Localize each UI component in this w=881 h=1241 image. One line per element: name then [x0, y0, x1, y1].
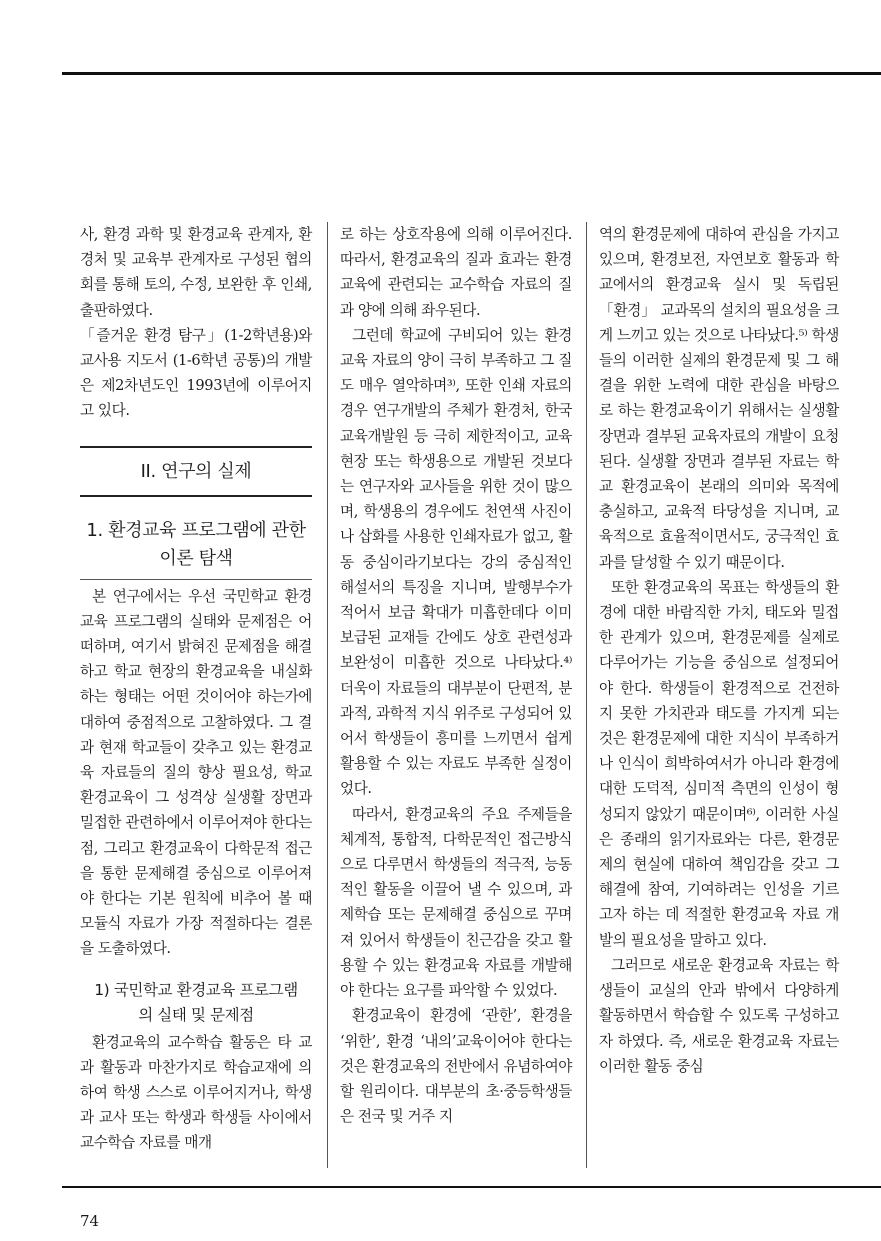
subsubsection-heading-line-2: 의 실태 및 문제점: [138, 1005, 254, 1024]
bottom-rule: [62, 1186, 881, 1188]
column-3: [599, 222, 839, 1079]
subsection-heading-line-2: 이론 탐색: [159, 547, 233, 569]
subsection-heading: [80, 517, 312, 580]
column-2: [340, 222, 572, 1129]
column-divider: [586, 222, 587, 1168]
column-divider: [327, 222, 328, 1168]
subsubsection-heading: [80, 978, 312, 1028]
paragraph: 환경교육의 교수학습 활동은 타 교과 활동과 마찬가지로 학습교재에 의하여 학생 스스로 이루어지거나, 학생과 교사 또는 학생과 학생들 사이에서 교수학습 자료를 매개: [80, 1033, 312, 1152]
section-heading: II. 연구의 실제: [80, 446, 312, 497]
paragraph: 환경교육이 환경에 ‘관한’, 환경을 ‘위한’, 환경 ‘내의’교육이어야 한다는 것은 환경교육의 전반에서 유념하여야 할 원리이다. 대부분의 초·중등학생들은 전국 및 거주 지: [340, 1007, 572, 1126]
paragraph: 사, 환경 과학 및 환경교육 관계자, 환경처 및 교육부 관계자로 구성된 협의회를 통해 토의, 수정, 보완한 후 인쇄, 출판하였다.: [80, 226, 312, 319]
top-rule: [62, 72, 881, 75]
subsubsection-heading-line-1: 1) 국민학교 환경교육 프로그램: [94, 980, 298, 999]
paragraph: 역의 환경문제에 대하여 관심을 가지고 있으며, 환경보전, 자연보호 활동과 학교에서의 환경교육 실시 및 독립된 「환경」 교과목의 설치의 필요성을 크게 느끼고 있는 것으로 나타났다.⁵⁾ 학생들의 이러한 실제의 환경문제 및 그 해결을 위한 노력에 대한 관심을 바탕으로 하는 환경교육이기 위해서는 실생활 장면과 결부된 교육자료의 개발이 요청된다. 실생활 장면과 결부된 자료는 학교 환경교육이 본래의 의미와 목적에 충실하고, 교육적 타당성을 지니며, 교육적으로 효율적이면서도, 궁극적인 효과를 달성할 수 있기 때문이다.: [599, 226, 839, 571]
column-1: [80, 222, 312, 1156]
paragraph: 본 연구에서는 우선 국민학교 환경교육 프로그램의 실태와 문제점은 어떠하며, 여기서 밝혀진 문제점을 해결하고 학교 현장의 환경교육을 내실화하는 형태는 어떤 것이어야 하는가에 대하여 중점적으로 고찰하였다. 그 결과 현재 학교들이 갖추고 있는 환경교육 자료들의 질의 향상 필요성, 학교 환경교육이 그 성격상 실생활 장면과 밀접한 관련하에서 이루어져야 한다는 점, 그리고 환경교육이 다학문적 접근을 통한 문제해결 중심으로 이루어져야 한다는 기본 원칙에 비추어 볼 때 모듈식 자료가 가장 적절하다는 결론을 도출하였다.: [80, 587, 312, 958]
paragraph: 그런데 학교에 구비되어 있는 환경교육 자료의 양이 극히 부족하고 그 질도 매우 열악하며³⁾, 또한 인쇄 자료의 경우 연구개발의 주체가 환경처, 한국교육개발원 등 극히 제한적이고, 교육 현장 또는 학생용으로 개발된 것보다는 연구자와 교사들을 위한 것이 많으며, 학생용의 경우에도 천연색 사진이나 삽화를 사용한 인쇄자료가 없고, 활동 중심이라기보다는 강의 중심적인 해설서의 특징을 지니며, 발행부수가 적어서 보급 확대가 미흡한데다 이미 보급된 교재들 간에도 상호 관련성과 보완성이 미흡한 것으로 나타났다.⁴⁾ 더욱이 자료들의 대부분이 단편적, 분과적, 과학적 지식 위주로 구성되어 있어서 학생들이 흥미를 느끼면서 쉽게 활용할 수 있는 자료도 부족한 실정이었다.: [340, 326, 572, 798]
paragraph: 따라서, 환경교육의 주요 주제들을 체계적, 통합적, 다학문적인 접근방식으로 다루면서 학생들의 적극적, 능동적인 활동을 이끌어 낼 수 있으며, 과제학습 또는 문제해결 중심으로 꾸며져 있어서 학생들이 친근감을 갖고 활용할 수 있는 환경교육 자료를 개발해야 한다는 요구를 파악할 수 있었다.: [340, 805, 572, 1000]
paragraph: 「즐거운 환경 탐구」(1-2학년용)와 교사용 지도서 (1-6학년 공통)의 개발은 제2차년도인 1993년에 이루어지고 있다.: [80, 326, 312, 420]
subsection-heading-line-1: 1. 환경교육 프로그램에 관한: [86, 519, 306, 541]
paragraph: 로 하는 상호작용에 의해 이루어진다. 따라서, 환경교육의 질과 효과는 환경교육에 관련되는 교수학습 자료의 질과 양에 의해 좌우된다.: [340, 226, 572, 319]
paragraph: 또한 환경교육의 목표는 학생들의 환경에 대한 바람직한 가치, 태도와 밀접한 관계가 있으며, 환경문제를 실제로 다루어가는 기능을 중심으로 설정되어야 한다. 학생들이 환경적으로 건전하지 못한 가치관과 태도를 가지게 되는 것은 환경문제에 대한 지식이 부족하거나 인식이 희박하여서가 아니라 환경에 대한 도덕적, 심미적 측면의 인성이 형성되지 않았기 때문이며⁶⁾, 이러한 사실은 종래의 읽기자료와는 다른, 환경문제의 현실에 대하여 책임감을 갖고 그 해결에 참여, 기여하려는 인성을 기르고자 하는 데 적절한 환경교육 자료 개발의 필요성을 말하고 있다.: [599, 578, 839, 949]
paragraph: 그러므로 새로운 환경교육 자료는 학생들이 교실의 안과 밖에서 다양하게 활동하면서 학습할 수 있도록 구성하고자 하였다. 즉, 새로운 환경교육 자료는 이러한 활동 중심: [599, 956, 839, 1075]
page-number: 74: [80, 1212, 100, 1230]
